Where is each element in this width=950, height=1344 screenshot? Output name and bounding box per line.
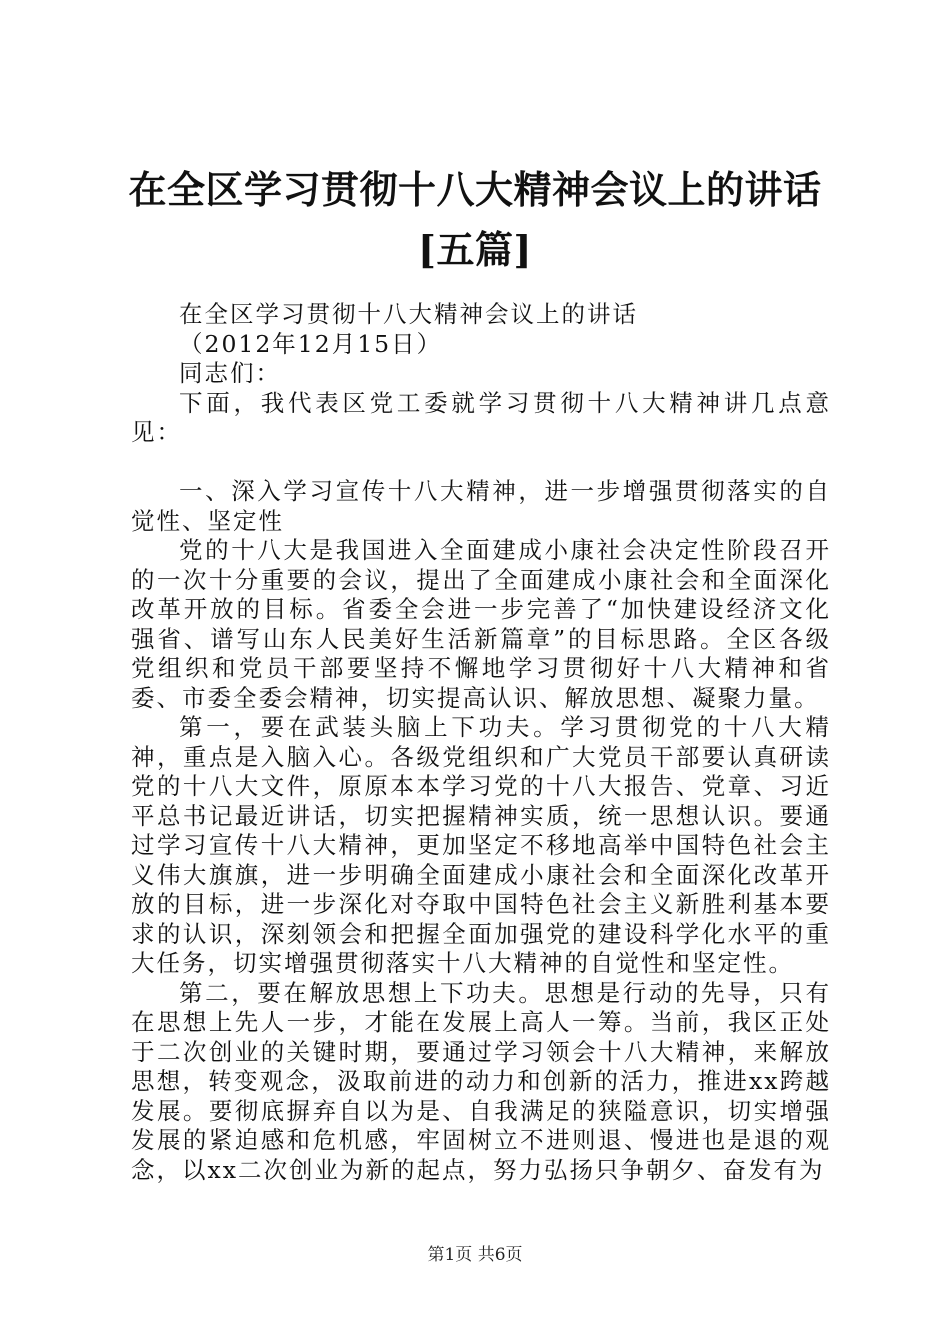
body-paragraph-2: 第一，要在武装头脑上下功夫。学习贯彻党的十八大精神，重点是入脑入心。各级党组织和广大党员干部要认真研读党的十八大文件，原原本本学习党的十八大报告、党章、习近平总书记最近讲话，切实把握精神实质，统一思想认识。要通过学习宣传十八大精神，更加坚定不移地高举中国特色社会主义伟大旗旗，进一步明确全面建成小康社会和全面深化改革开放的目标，进一步深化对夺取中国特色社会主义新胜利基本要求的认识，深刻领会和把握全面加强党的建设科学化水平的重大任务，切实增强贯彻落实十八大精神的自觉性和坚定性。 xyxy=(131,713,831,977)
document-body xyxy=(131,300,831,1185)
document-title: 在全区学习贯彻十八大精神会议上的讲话[五篇] xyxy=(128,167,822,272)
body-paragraph-1: 党的十八大是我国进入全面建成小康社会决定性阶段召开的一次十分重要的会议，提出了全面建成小康社会和全面深化改革开放的目标。省委全会进一步完善了“加快建设经济文化强省、谱写山东人民美好生活新篇章”的目标思路。全区各级党组织和党员干部要坚持不懈地学习贯彻好十八大精神和省委、市委全委会精神，切实提高认识、解放思想、凝聚力量。 xyxy=(131,536,831,712)
salutation: 同志们： xyxy=(179,359,281,387)
page-footer: 第1页 共6页 xyxy=(427,1245,523,1265)
section-heading: 一、深入学习宣传十八大精神，进一步增强贯彻落实的自觉性、坚定性 xyxy=(131,477,831,535)
body-paragraph-3: 第二，要在解放思想上下功夫。思想是行动的先导，只有在思想上先人一步，才能在发展上高人一筹。当前，我区正处于二次创业的关键时期，要通过学习领会十八大精神，来解放思想，转变观念，汲取前进的动力和创新的活力，推进xx跨越发展。要彻底摒弃自以为是、自我满足的狭隘意识，切实增强发展的紧迫感和危机感，牢固树立不进则退、慢进也是退的观念，以xx二次创业为新的起点，努力弘扬只争朝夕、奋发有为 xyxy=(131,978,831,1184)
intro-paragraph: 下面，我代表区党工委就学习贯彻十八大精神讲几点意见： xyxy=(131,388,831,446)
speech-date: （2012年12月15日） xyxy=(179,329,443,358)
speech-subtitle: 在全区学习贯彻十八大精神会议上的讲话 xyxy=(179,300,638,328)
blank-line xyxy=(131,448,831,478)
